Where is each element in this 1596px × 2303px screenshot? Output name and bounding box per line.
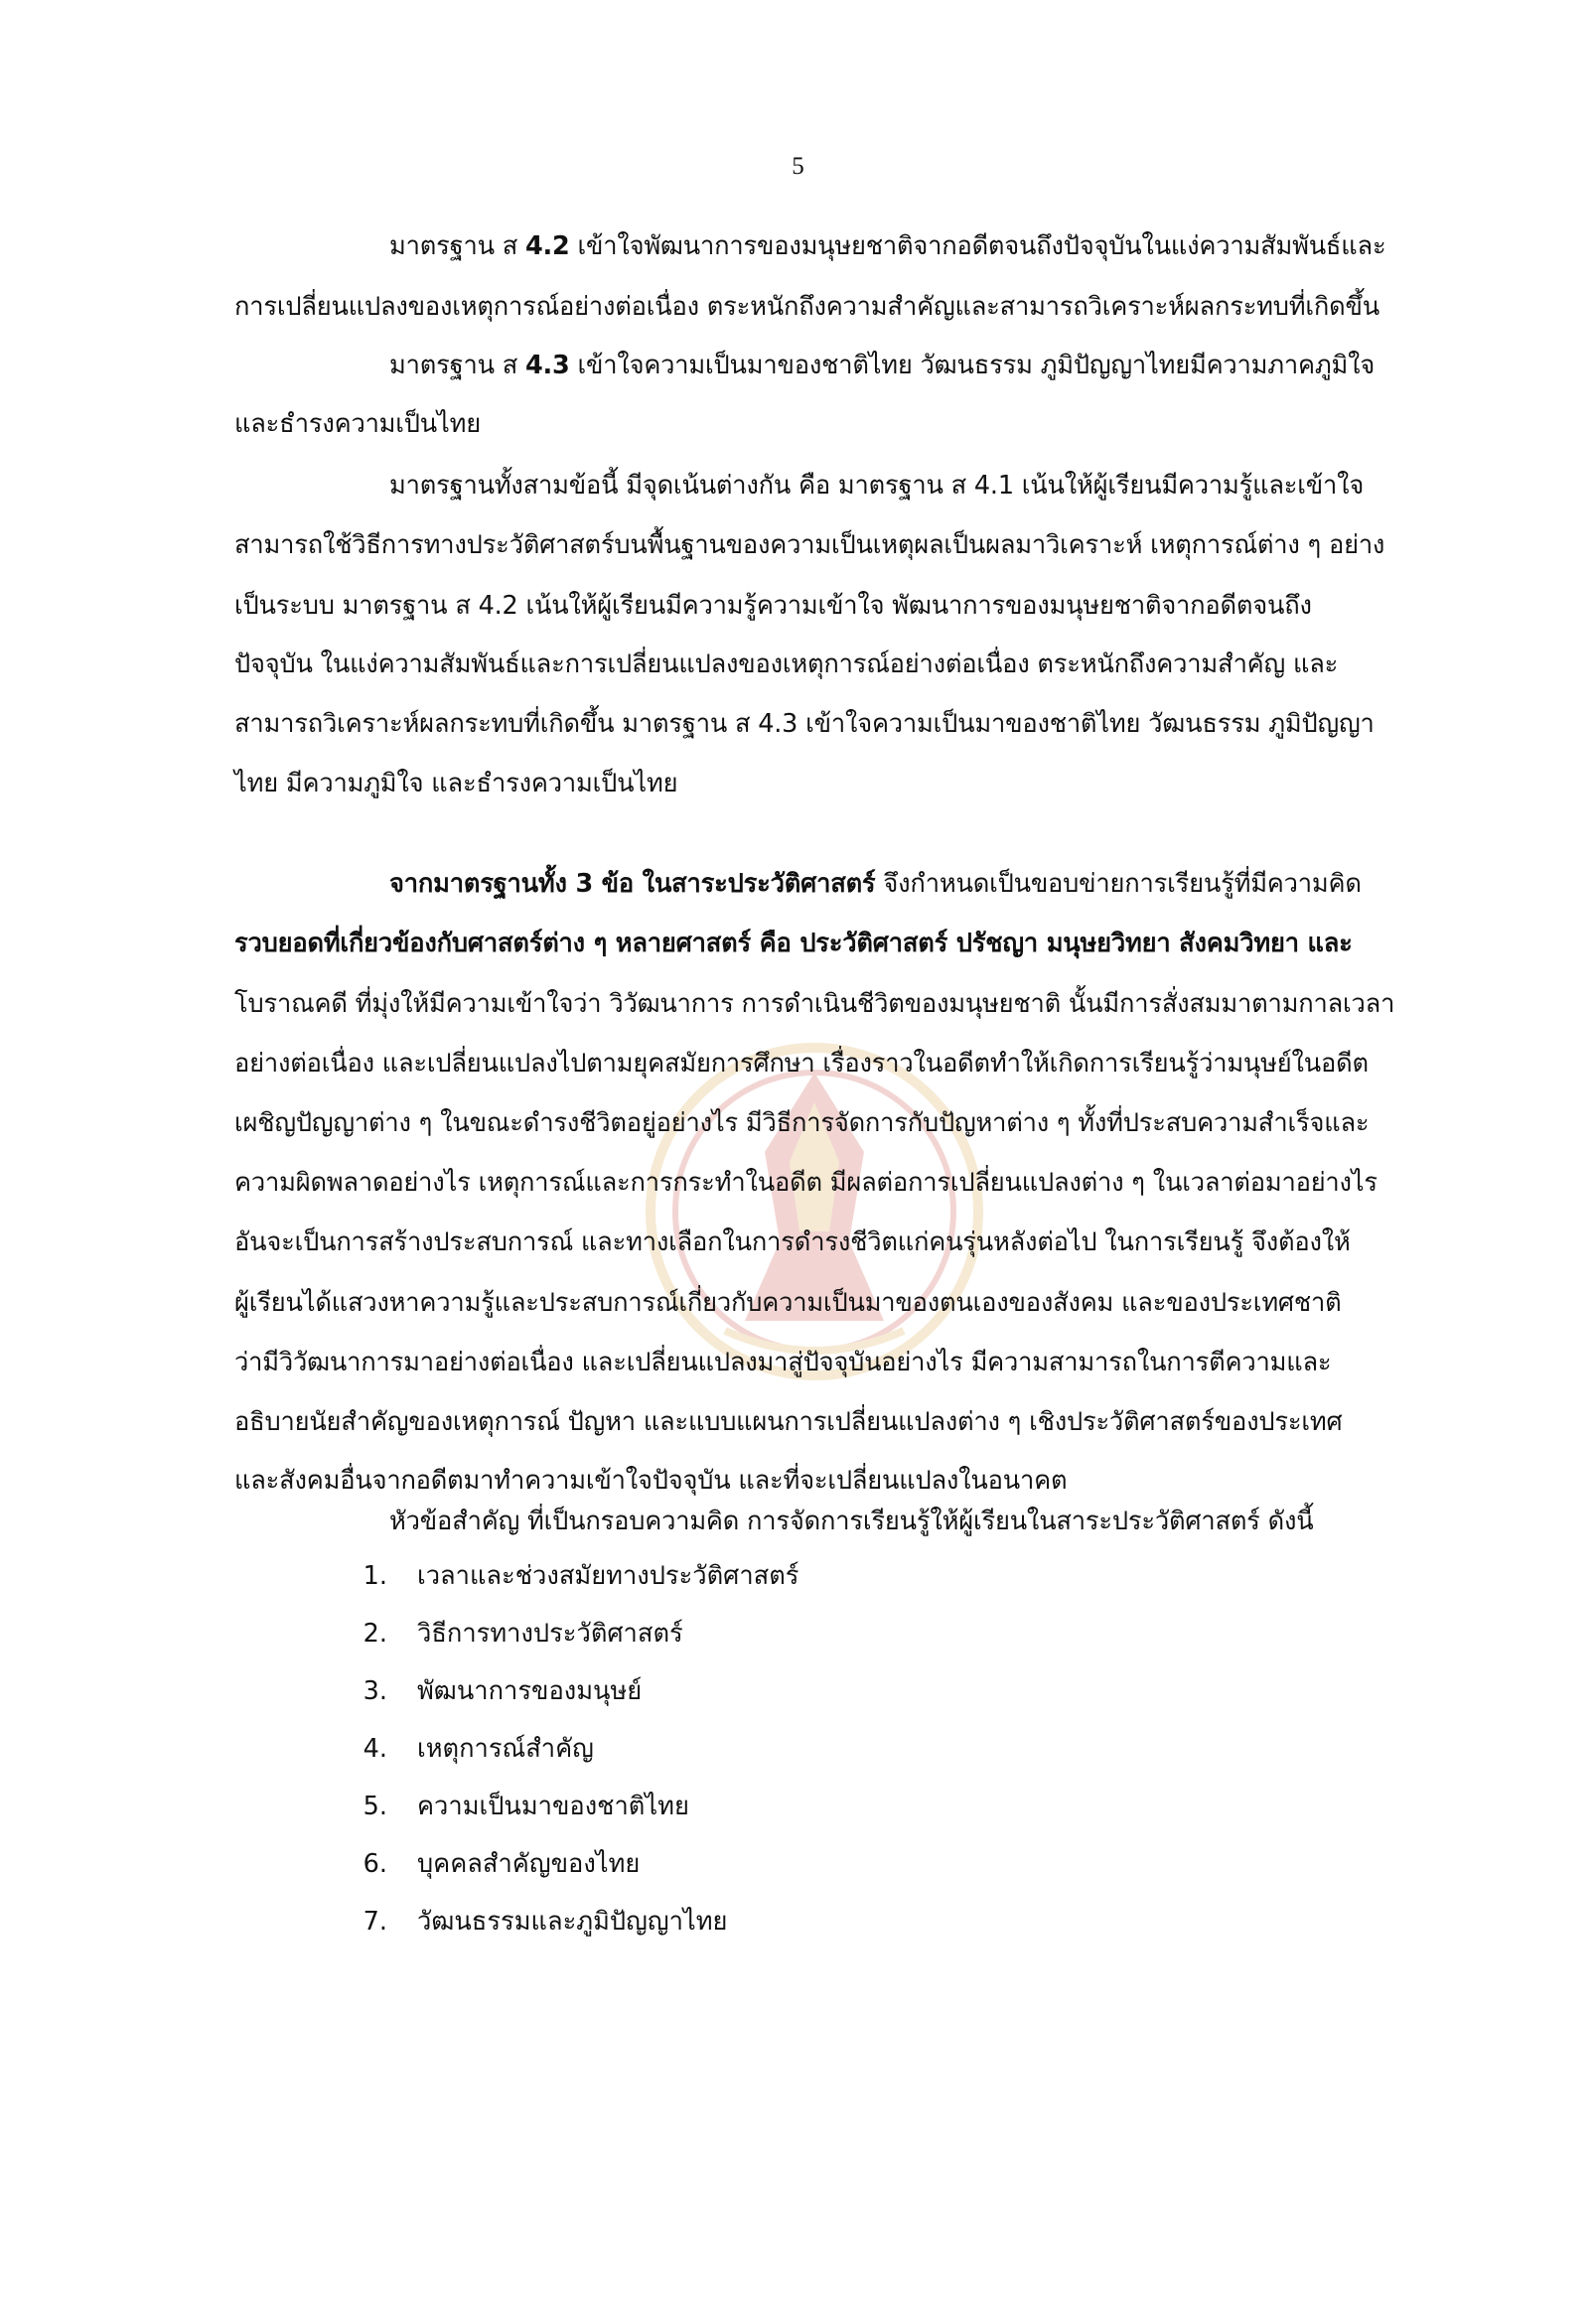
paragraph-2-line: อย่างต่อเนื่อง และเปลี่ยนแปลงไปตามยุคสมัยการศึกษา เรื่องราวในอดีตทำให้เกิดการเรียนรู้ว่ามนุษย์ในอดีต <box>234 1049 1369 1079</box>
paragraph-2-line: ว่ามีวิวัฒนาการมาอย่างต่อเนื่อง และเปลี่ยนแปลงมาสู่ปัจจุบันอย่างไร มีความสามารถในการตีความและ <box>234 1348 1332 1377</box>
paragraph-1-line: ไทย มีความภูมิใจ และธำรงความเป็นไทย <box>234 769 678 798</box>
paragraph-2-line: ความผิดพลาดอย่างไร เหตุการณ์และการกระทำในอดีต มีผลต่อการเปลี่ยนแปลงต่าง ๆ ในเวลาต่อมาอย่างไร <box>234 1168 1378 1198</box>
document-page: 5 มาตรฐาน ส 4.2 เข้าใจพัฒนาการของมนุษยชาติจากอดีตจนถึงปัจจุบันในแง่ความสัมพันธ์และ การเปลี่ยนแปลงของเหตุการณ์อย่างต่อเนื่อง ตระหนักถึงความสำคัญและสามารถวิเคราะห์ผลกระทบที่เกิดขึ้น มาตรฐาน ส 4.3 เข้าใจความเป็นมาของชาติไทย วัฒนธรรม ภูมิปัญญาไทยมีความภาคภูมิใจ และธำรงความเป็นไทย มาตรฐานทั้งสามข้อนี้ มีจุดเน้นต่างกัน คือ มาตรฐาน ส 4.1 เน้นให้ผู้เรียนมีความรู้และเข้าใจ สามารถใช้วิธีการทางประวัติศาสตร์บนพื้นฐานของความเป็นเหตุผลเป็นผลมาวิเคราะห์ เหตุการณ์ต่าง ๆ อย่าง เป็นระบบ มาตรฐาน ส 4.2 เน้นให้ผู้เรียนมีความรู้ความเข้าใจ พัฒนาการของมนุษยชาติจากอดีตจนถึง ปัจจุบัน ในแง่ความสัมพันธ์และการเปลี่ยนแปลงของเหตุการณ์อย่างต่อเนื่อง ตระหนักถึงความสำคัญ และ สามารถวิเคราะห์ผลกระทบที่เกิดขึ้น มาตรฐาน ส 4.3 เข้าใจความเป็นมาของชาติไทย วัฒนธรรม ภูมิปัญญา ไทย มีความภูมิใจ และธำรงความเป็นไทย จากมาตรฐานทั้ง 3 ข้อ ในสาระประวัติศาสตร์ จึงกำหนดเป็นขอบข่ายการเรียนรู้ที่มีความคิด รวบยอดที่เกี่ยวข้องกับศาสตร์ต่าง ๆ หลายศาสตร์ คือ ประวัติศาสตร์ ปรัชญา มนุษยวิทยา สังคมวิทยา และ โบราณคดี ที่มุ่งให้มีความเข้าใจว่า วิวัฒนาการ การดำเนินชีวิตของมนุษยชาติ นั้นมีการสั่งสมมาตามกาลเวลา อย่างต่อเนื่อง และเปลี่ยนแปลงไปตามยุคสมัยการศึกษา เรื่องราวในอดีตทำให้เกิดการเรียนรู้ว่ามนุษย์ในอดีต เผชิญปัญญาต่าง ๆ ในขณะดำรงชีวิตอยู่อย่างไร มีวิธีการจัดการกับปัญหาต่าง ๆ ทั้งที่ประสบความสำเร็จและ ความผิดพลาดอย่างไร เหตุการณ์และการกระทำในอดีต มีผลต่อการเปลี่ยนแปลงต่าง ๆ ในเวลาต่อมาอย่างไร อันจะเป็นการสร้างประสบการณ์ และทางเลือกในการดำรงชีวิตแก่คนรุ่นหลังต่อไป ในการเรียนรู้ จึงต้องให้ ผู้เรียนได้แสวงหาความรู้และประสบการณ์เกี่ยวกับความเป็นมาของตนเองของสังคม และของประเทศชาติ ว่ามีวิวัฒนาการมาอย่างต่อเนื่อง และเปลี่ยนแปลงมาสู่ปัจจุบันอย่างไร มีความสามารถในการตีความและ อธิบายนัยสำคัญของเหตุการณ์ ปัญหา และแบบแผนการเปลี่ยนแปลงต่าง ๆ เชิงประวัติศาสตร์ของประเทศ และสังคมอื่นจากอดีตมาทำความเข้าใจปัจจุบัน และที่จะเปลี่ยนแปลงในอนาคต หัวข้อสำคัญ ที่เป็นกรอบความคิด การจัดการเรียนรู้ให้ผู้เรียนในสาระประวัติศาสตร์ ดังนี้ 1. เวลาและช่วงสมัยทางประวัติศาสตร์ 2. วิธีการทางประวัติศาสตร์ 3. พัฒนาการของมนุษย์ 4. เหตุการณ์สำคัญ 5. ความเป็นมาของชาติไทย 6. บุคคลสำคัญของไทย 7. วัฒนธรรมและภูมิปัญญาไทย <box>0 0 1596 2303</box>
paragraph-1-line: มาตรฐานทั้งสามข้อนี้ มีจุดเน้นต่างกัน คือ มาตรฐาน ส 4.1 เน้นให้ผู้เรียนมีความรู้และเข้าใจ <box>389 471 1365 501</box>
page-number: 5 <box>792 153 804 180</box>
paragraph-2-lead: จากมาตรฐานทั้ง 3 ข้อ ในสาระประวัติศาสตร์ จึงกำหนดเป็นขอบข่ายการเรียนรู้ที่มีความคิด <box>389 869 1362 899</box>
topics-intro: หัวข้อสำคัญ ที่เป็นกรอบความคิด การจัดการเรียนรู้ให้ผู้เรียนในสาระประวัติศาสตร์ ดังนี้ <box>389 1507 1314 1536</box>
paragraph-2-line: เผชิญปัญญาต่าง ๆ ในขณะดำรงชีวิตอยู่อย่างไร มีวิธีการจัดการกับปัญหาต่าง ๆ ทั้งที่ประสบความสำเร็จและ <box>234 1108 1370 1138</box>
standard-4-2-line-1: มาตรฐาน ส 4.2 เข้าใจพัฒนาการของมนุษยชาติจากอดีตจนถึงปัจจุบันในแง่ความสัมพันธ์และ <box>389 231 1386 261</box>
paragraph-2-line: โบราณคดี ที่มุ่งให้มีความเข้าใจว่า วิวัฒนาการ การดำเนินชีวิตของมนุษยชาติ นั้นมีการสั่งสมมาตามกาลเวลา <box>234 989 1395 1019</box>
paragraph-2-line: อธิบายนัยสำคัญของเหตุการณ์ ปัญหา และแบบแผนการเปลี่ยนแปลงต่าง ๆ เชิงประวัติศาสตร์ของประเทศ <box>234 1407 1343 1437</box>
paragraph-1-line: เป็นระบบ มาตรฐาน ส 4.2 เน้นให้ผู้เรียนมีความรู้ความเข้าใจ พัฒนาการของมนุษยชาติจากอดีตจนถึง <box>234 591 1312 621</box>
paragraph-1-line: สามารถวิเคราะห์ผลกระทบที่เกิดขึ้น มาตรฐาน ส 4.3 เข้าใจความเป็นมาของชาติไทย วัฒนธรรม ภูมิปัญญา <box>234 709 1375 739</box>
paragraph-2-line: ผู้เรียนได้แสวงหาความรู้และประสบการณ์เกี่ยวกับความเป็นมาของตนเองของสังคม และของประเทศชาติ <box>234 1288 1342 1318</box>
standard-4-2-line-2: การเปลี่ยนแปลงของเหตุการณ์อย่างต่อเนื่อง ตระหนักถึงความสำคัญและสามารถวิเคราะห์ผลกระทบที่เกิดขึ้น <box>234 292 1379 322</box>
university-seal-watermark <box>636 1033 993 1390</box>
paragraph-1-line: สามารถใช้วิธีการทางประวัติศาสตร์บนพื้นฐานของความเป็นเหตุผลเป็นผลมาวิเคราะห์ เหตุการณ์ต่าง ๆ อย่าง <box>234 530 1385 560</box>
standard-4-3-line-2: และธำรงความเป็นไทย <box>234 409 482 439</box>
paragraph-2-line: และสังคมอื่นจากอดีตมาทำความเข้าใจปัจจุบัน และที่จะเปลี่ยนแปลงในอนาคต <box>234 1466 1068 1496</box>
paragraph-1-line: ปัจจุบัน ในแง่ความสัมพันธ์และการเปลี่ยนแปลงของเหตุการณ์อย่างต่อเนื่อง ตระหนักถึงความสำคัญ และ <box>234 649 1339 679</box>
paragraph-2-line: อันจะเป็นการสร้างประสบการณ์ และทางเลือกในการดำรงชีวิตแก่คนรุ่นหลังต่อไป ในการเรียนรู้ จึงต้องให้ <box>234 1227 1351 1257</box>
standard-4-3-line-1: มาตรฐาน ส 4.3 เข้าใจความเป็นมาของชาติไทย วัฒนธรรม ภูมิปัญญาไทยมีความภาคภูมิใจ <box>389 351 1376 380</box>
paragraph-2-line: รวบยอดที่เกี่ยวข้องกับศาสตร์ต่าง ๆ หลายศาสตร์ คือ ประวัติศาสตร์ ปรัชญา มนุษยวิทยา สังคมวิทยา และ <box>234 929 1353 958</box>
